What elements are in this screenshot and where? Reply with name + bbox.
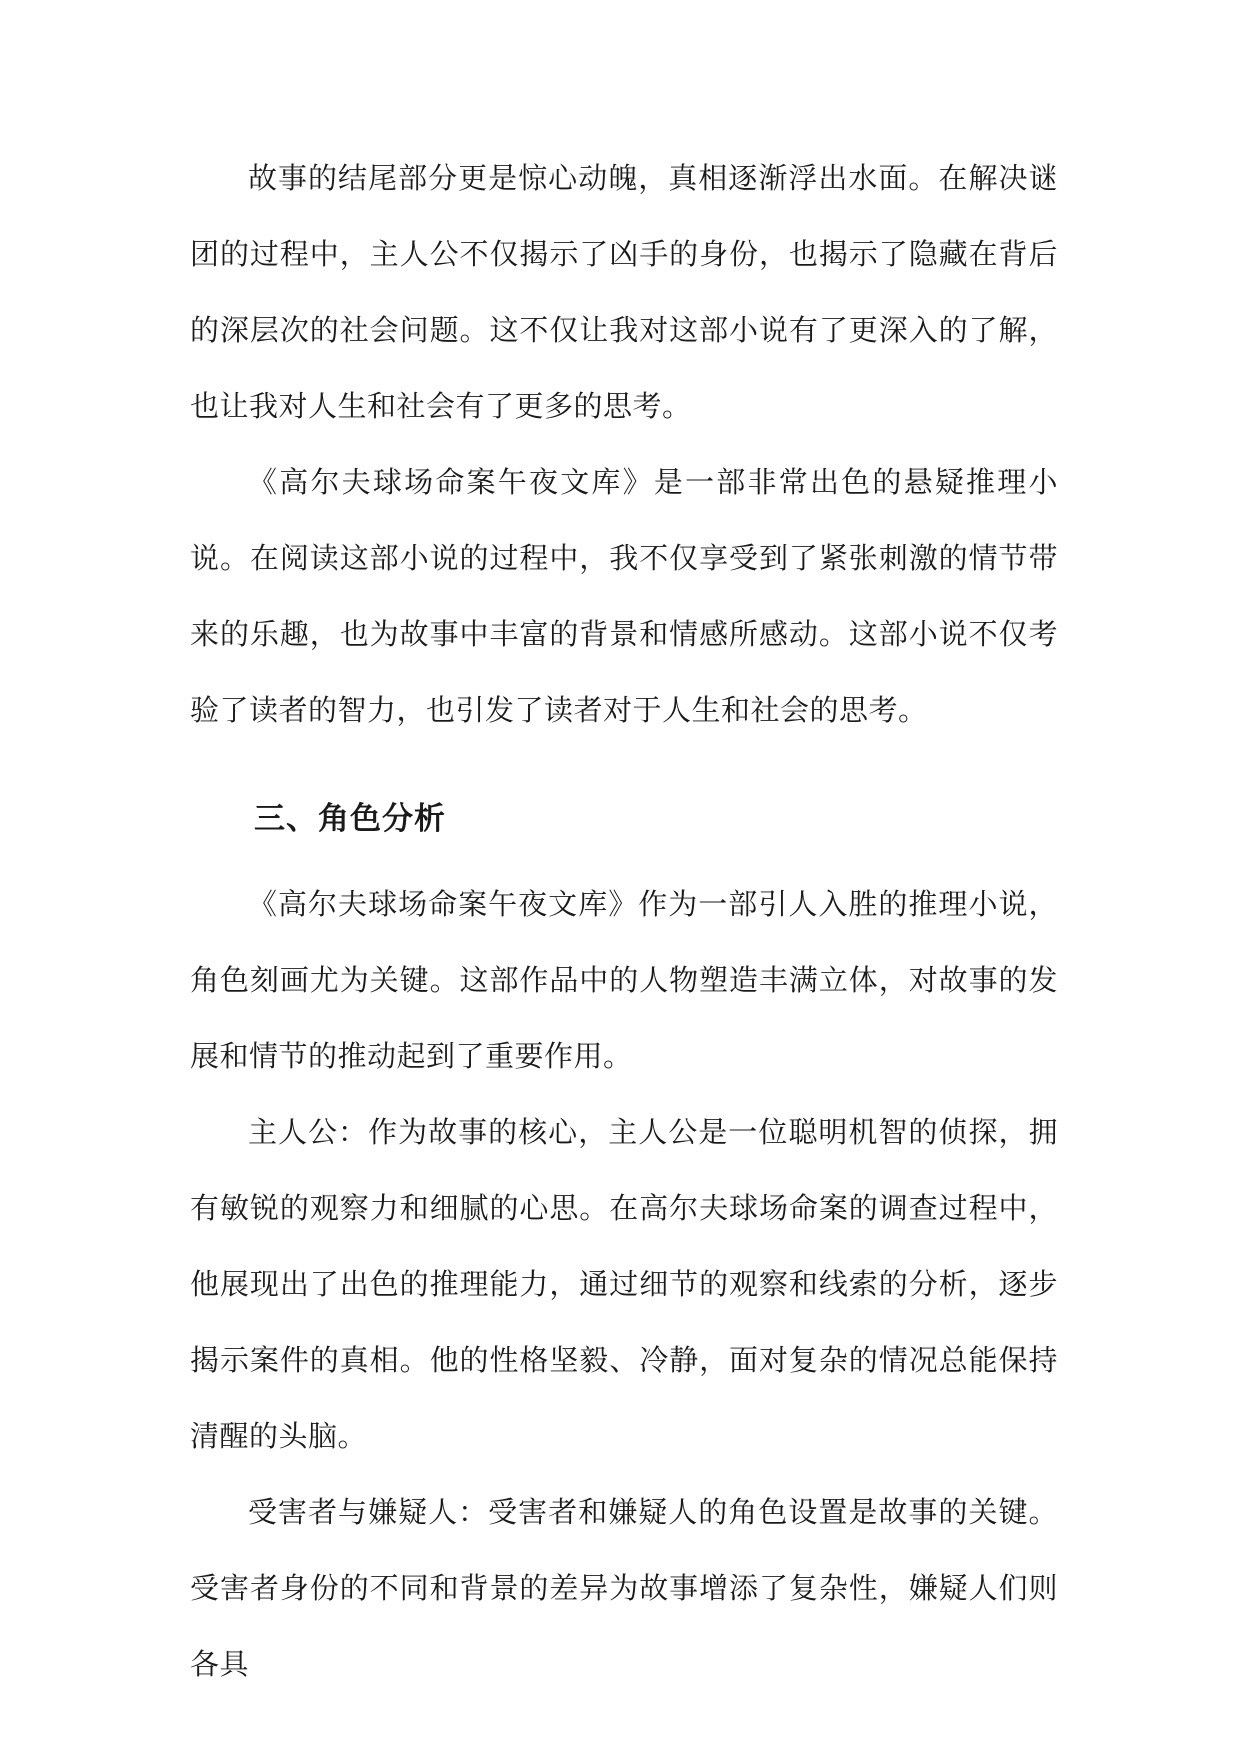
paragraph-ending: 故事的结尾部分更是惊心动魄，真相逐渐浮出水面。在解决谜团的过程中，主人公不仅揭示了凶手的身份，也揭示了隐藏在背后的深层次的社会问题。这不仅让我对这部小说有了更深入的了解，也让我对人生和社会有了更多的思考。 <box>190 161 1058 423</box>
document-body <box>190 140 1058 1702</box>
paragraph-protagonist: 主人公：作为故事的核心，主人公是一位聪明机智的侦探，拥有敏锐的观察力和细腻的心思。在高尔夫球场命案的调查过程中，他展现出了出色的推理能力，通过细节的观察和线索的分析，逐步揭示案件的真相。他的性格坚毅、冷静，面对复杂的情况总能保持清醒的头脑。 <box>190 1115 1058 1453</box>
paragraph-victims-suspects: 受害者与嫌疑人：受害者和嫌疑人的角色设置是故事的关键。受害者身份的不同和背景的差异为故事增添了复杂性，嫌疑人们则各具 <box>190 1495 1058 1681</box>
paragraph-character-intro: 《高尔夫球场命案午夜文库》作为一部引人入胜的推理小说，角色刻画尤为关键。这部作品中的人物塑造丰满立体，对故事的发展和情节的推动起到了重要作用。 <box>190 887 1058 1073</box>
paragraph-summary: 《高尔夫球场命案午夜文库》是一部非常出色的悬疑推理小说。在阅读这部小说的过程中，我不仅享受到了紧张刺激的情节带来的乐趣，也为故事中丰富的背景和情感所感动。这部小说不仅考验了读者的智力，也引发了读者对于人生和社会的思考。 <box>190 465 1058 727</box>
section-heading: 三、角色分析 <box>254 801 446 837</box>
